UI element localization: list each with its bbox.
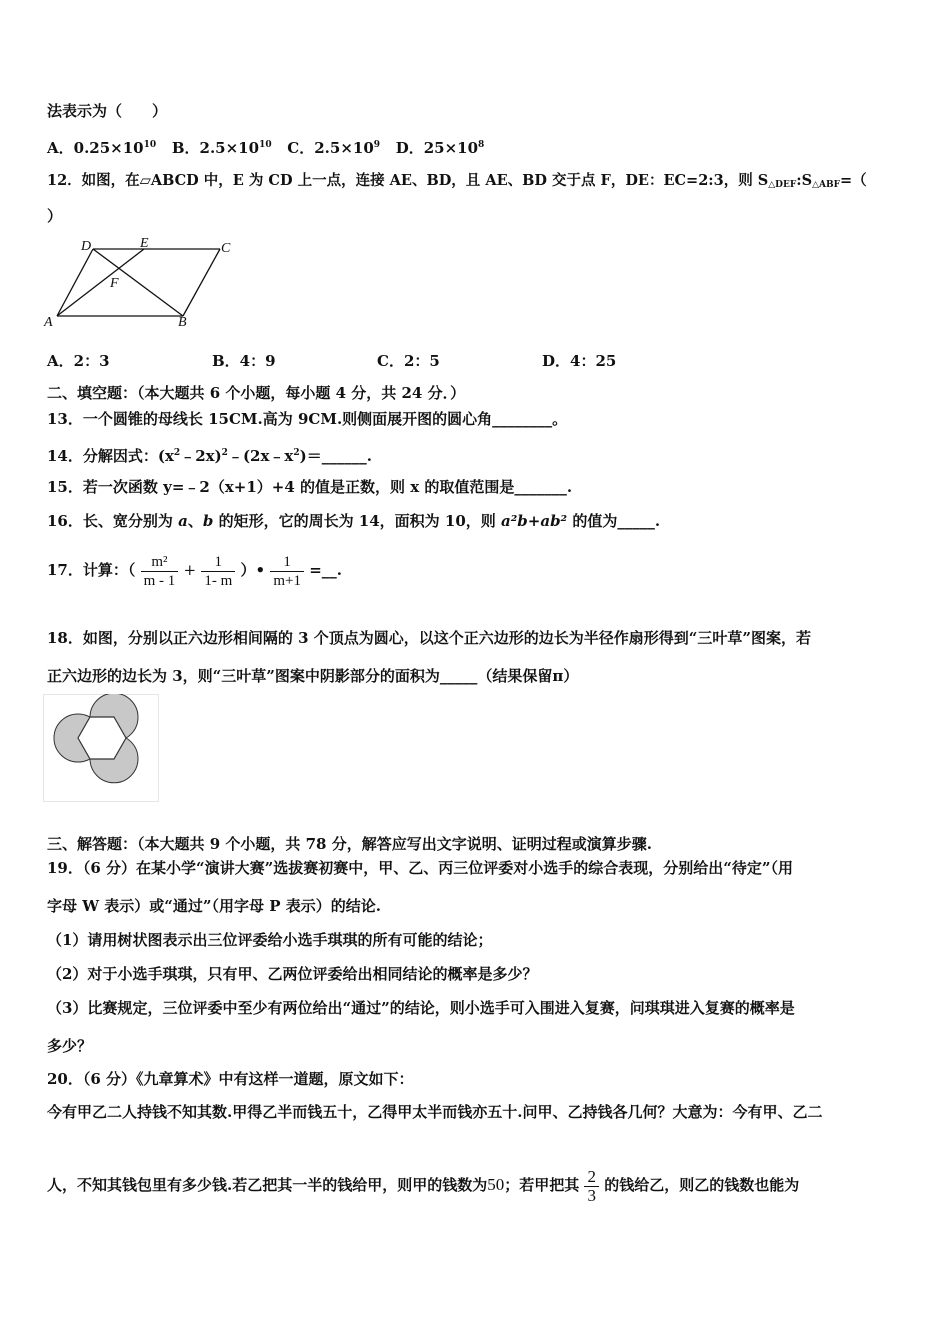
- section2-title: 二、填空题：（本大题共 6 个小题，每小题 4 分，共 24 分．）: [47, 384, 466, 402]
- q11-option-b: B．$2.5\times 10^{10}$: [171, 139, 272, 157]
- q11-stem-tail: 法表示为（ ）: [47, 102, 168, 120]
- q17-frac3: $\frac{1}{m+1}$: [270, 553, 304, 590]
- q13-text: 13．一个圆锥的母线长 15CM.高为 9CM.则侧面展开图的圆心角________。: [47, 410, 568, 428]
- q11-option-d: D．$25\times 10^8$: [395, 139, 485, 157]
- label-f: F: [110, 276, 119, 291]
- q20-line1: 20．（6 分）《九章算术》中有这样一道题，原文如下：: [47, 1070, 414, 1088]
- label-e: E: [140, 236, 149, 251]
- q20-line2: 今有甲乙二人持钱不知其数.甲得乙半而钱五十，乙得甲太半而钱亦五十.问甲、乙持钱各几何？大意为：今有甲、乙二: [47, 1103, 823, 1121]
- parallelogram-icon: ▱: [139, 172, 151, 189]
- parallelogram-figure: [40, 232, 240, 332]
- q11-options: [47, 135, 484, 158]
- q18-line2: 正六边形的边长为 3，则“三叶草”图案中阴影部分的面积为_____（结果保留π）: [47, 667, 579, 685]
- q19-sub2: （2）对于小选手琪琪，只有甲、乙两位评委给出相同结论的概率是多少？: [47, 965, 538, 983]
- q16-text: 16．长、宽分别为 a、b 的矩形，它的周长为 14，面积为 10，则 a²b+ab² 的值为_____.: [47, 512, 661, 530]
- q15-text: 15．若一次函数 y=﹣2（x+1）+4 的值是正数，则 x 的取值范围是_______.: [47, 478, 573, 496]
- q12-option-b: B．4：9: [212, 352, 276, 370]
- edge-cb: [183, 249, 220, 316]
- label-d: D: [81, 239, 92, 254]
- q14-text: 14．分解因式：$(x^2﹣2x)^2﹣(2x﹣x^2)=\_\_\_\_\_\_$.: [47, 447, 372, 465]
- clover-figure: [43, 694, 159, 802]
- q12-stem: 12．如图，在▱ABCD 中，E 为 CD 上一点，连接 AE、BD，且 AE、BD 交于点 F，DE：EC=2:3，则 $S_{\triangle DEF}:S_{\triangle ABF}=$（: [47, 172, 867, 190]
- edge-ad: [57, 249, 93, 316]
- q20-line3: 人，不知其钱包里有多少钱.若乙把其一半的钱给甲，则甲的钱数为50；若甲把其 $\frac{2}{3}$ 的钱给乙，则乙的钱数也能为: [47, 1166, 800, 1205]
- q19-sub3-line1: （3）比赛规定，三位评委中至少有两位给出“通过”的结论，则小选手可入围进入复赛，问琪琪进入复赛的概率是: [47, 999, 795, 1017]
- q11-option-a: A．$0.25\times 10^{10}$: [47, 139, 157, 157]
- segment-bd: [93, 249, 183, 316]
- q12-option-d: D．4：25: [542, 352, 617, 370]
- q18-line1: 18．如图，分别以正六边形相间隔的 3 个顶点为圆心，以这个正六边形的边长为半径作扇形得到“三叶草”图案，若: [47, 629, 812, 647]
- section3-title: 三、解答题：（本大题共 9 个小题，共 78 分，解答应写出文字说明、证明过程或演算步骤.: [47, 835, 652, 853]
- q20-number-50: 50: [487, 1175, 505, 1194]
- label-c: C: [221, 241, 231, 256]
- q19-sub3-line2: 多少？: [47, 1037, 93, 1055]
- q12-option-c: C．2：5: [377, 352, 440, 370]
- q19-sub1: （1）请用树状图表示出三位评委给小选手琪琪的所有可能的结论；: [47, 931, 493, 949]
- q17-expression: 17．计算：（ $\frac{\text{m²}}{m - 1}$ + $\frac{1}{1- m}$ ）• $\frac{1}{m+1}$ =__.: [47, 553, 342, 589]
- q19-line1: 19．（6 分）在某小学“演讲大赛”选拔赛初赛中，甲、乙、丙三位评委对小选手的综合表现，分别给出“待定”（用: [47, 859, 794, 877]
- q12-stem-line2: ）: [47, 207, 63, 225]
- label-a: A: [44, 315, 53, 330]
- q12-option-a: A．2：3: [47, 352, 110, 370]
- q11-option-c: C．$2.5\times 10^9$: [287, 139, 381, 157]
- q20-frac: $\frac{2}{3}$: [584, 1168, 599, 1205]
- q17-frac2: $\frac{1}{1- m}$: [201, 553, 235, 590]
- label-b: B: [178, 315, 187, 330]
- q17-frac1: $\frac{\text{m²}}{m - 1}$: [141, 553, 179, 590]
- q19-line2: 字母 W 表示）或“通过”（用字母 P 表示）的结论.: [47, 897, 381, 915]
- segment-ae: [57, 249, 144, 316]
